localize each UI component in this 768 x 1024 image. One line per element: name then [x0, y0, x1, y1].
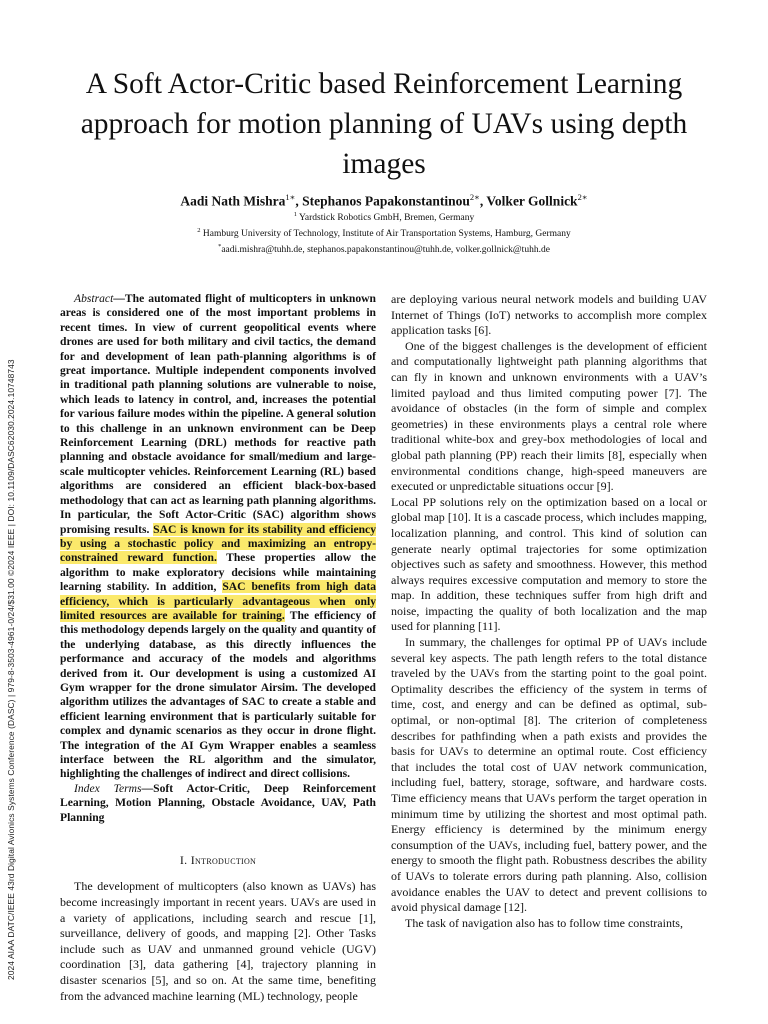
abstract-highlight: SAC is known for its stability and efficiency by using a stochastic policy and maximizing an entropy-constrained reward function.: [60, 522, 376, 565]
affiliation-sup: 2: [197, 227, 201, 234]
abstract-text: The automated flight of multicopters in unknown areas is considered one of the most important problems in recent times. In view of current geopolitical events where drones are used for both military and civil tactics, the demand for and development of lean path-planning algorithms is of great importance. Multiple independent components involved in traditional path planning solutions are vulnerable to noise, which leads to latency in control, and, increases the potential for various failure modes within the pipeline. A general solution to this challenge in an unknown environment can be Deep Reinforcement Learning (DRL) methods for reactive path planning and obstacle avoidance for small/medium and large-scale multicopter vehicles. Reinforcement Learning (RL) based algorithms are considered an efficient black-box-based methodology that can act as learning path planning algorithms. In particular, the Soft Actor-Critic (SAC) algorithm shows promising results.: [60, 292, 376, 536]
abstract-text: The efficiency of this methodology depends largely on the quality and quantity of the underlying database, as this directly influences the performance and accuracy of the models and algorithms derived from it. Our development is using a customized AI Gym wrapper for the drone simulator Airsim. The developed algorithm utilizes the advantages of SAC to create a stable and efficient learning environment that is particularly suitable for complex and dynamic scenarios as they occur in drone flight. The integration of the AI Gym Wrapper enables a seamless interface between the RL algorithm and the simulator, highlighting the challenges of indirect and direct collisions.: [60, 608, 376, 781]
left-column: [60, 292, 376, 1004]
affiliation-2: [40, 227, 728, 239]
affiliation-emails: [40, 243, 728, 255]
author-name: Volker Gollnick: [486, 193, 578, 209]
author-name: Stephanos Papakonstantinou: [302, 193, 470, 209]
body-paragraph: One of the biggest challenges is the development of efficient and computationally lightweight path planning algorithms that can fly in known and unknown environments with a UAV’s limited payload and thus limited computing power [7]. The avoidance of obstacles (in the form of simple and complex geometries) in these environments plays a central role where traditional white-box and grey-box methodologies of local and global path planning (PP) reach their limits [8], especially when environmental conditions change, high-speed maneuvers are executed or unpredictable situations occur [9].: [391, 338, 707, 494]
author-sup: 1∗: [285, 192, 296, 202]
index-terms: [60, 782, 376, 825]
abstract-highlight: SAC benefits from high data efficiency, which is particularly advantageous when only limited resources are available for training.: [60, 580, 376, 622]
affiliation-sup: *: [218, 243, 222, 250]
author-sep: ,: [479, 193, 487, 209]
author-sep: ,: [295, 193, 303, 209]
doi-sidebar: [6, 275, 20, 980]
index-terms-text: Soft Actor-Critic, Deep Reinforcement Learning, Motion Planning, Obstacle Avoidance, UAV, Path Planning: [60, 781, 376, 824]
abstract-label: Abstract: [74, 292, 114, 305]
body-paragraph: Local PP solutions rely on the optimization based on a local or global map [10]. It is a cascade process, which includes mapping, localization planning, and control. This kind of solution can generate nearly optimal trajectories for some optimization objectives such as safety and smoothness. However, this method always requires excessive computation and memory to store the map. In addition, these techniques suffer from high drift and noise, impacting the quality of both localization and the map used for planning [11].: [391, 494, 707, 634]
affiliation-1: [40, 211, 728, 223]
section-heading: [60, 853, 376, 867]
affiliation-sup: 1: [293, 211, 297, 218]
intro-paragraph: The development of multicopters (also known as UAVs) has become increasingly important in recent years. UAVs are used in a variety of applications, including search and rescue [1], surveillance, delivery of goods, and mapping [2]. Other Tasks include such as UAV and unmanned ground vehicle (UGV) coordination [3], data gathering [4], trajectory planning in disaster scenarios [5], and so on. At the same time, benefiting from the advanced machine learning (ML) technology, people: [60, 879, 376, 1003]
abstract-text: These properties allow the algorithm to make exploratory decisions while maintaining learning stability. In addition,: [60, 551, 376, 594]
author-name: Aadi Nath Mishra: [180, 193, 286, 209]
abstract-dash: —: [113, 292, 125, 305]
affiliation-text: Yardstick Robotics GmbH, Bremen, Germany: [296, 213, 475, 224]
author-sup: 2∗: [469, 192, 480, 202]
right-column: [391, 292, 707, 931]
paper-title: A Soft Actor-Critic based Reinforcement Learning approach for motion planning of UAVs using depth images: [80, 68, 688, 180]
author-sup: 2∗: [577, 192, 588, 202]
index-terms-dash: —: [141, 781, 154, 795]
author-list: [40, 192, 728, 210]
body-paragraph: In summary, the challenges for optimal PP of UAVs include several key aspects. The path length refers to the total distance traveled by the UAVs from the starting point to the goal point. Optimality describes the efficiency of the system in terms of time, cost, and energy and can be defined as optimal, sub-optimal, or non-optimal [8]. The criterion of completeness describes for pathfinding when a path exists and provides the basis for UAVs to determine an optimal route. Cost efficiency that includes the total cost of UAV network communication, including fuel, battery, storage, software, and hardware costs. Time efficiency means that UAVs perform the target operation in minimum time by utilizing the shortest and most optimal path. Energy efficiency is determined by the minimum energy consumption of the UAVs, including fuel, battery power, and the energy to smooth the flight path. Robustness describes the ability of UAVs to tolerate errors during path planning. Also, collision avoidance enables the UAV to detect and prevent collisions to avoid physical damage [12].: [391, 635, 707, 915]
body-paragraph: are deploying various neural network models and building UAV Internet of Things (IoT) networks to accomplish more complex application tasks [6].: [391, 292, 707, 338]
body-paragraph: The task of navigation also has to follow time constraints,: [405, 915, 683, 930]
section-title: Introduction: [190, 853, 257, 868]
doi-sidebar-text: 2024 AIAA DATC/IEEE 43rd Digital Avionics Systems Conference (DASC) | 979-8-3503-4961-0/24/$31.00 ©2024 IEEE | DOI: 10.1109/DASC62030.2024.10748743: [6, 359, 16, 980]
affiliation-text: aadi.mishra@tuhh.de, stephanos.papakonstantinou@tuhh.de, volker.gollnick@tuhh.de: [221, 245, 550, 256]
section-number: I.: [179, 853, 188, 868]
abstract: [60, 292, 376, 782]
affiliation-text: Hamburg University of Technology, Institute of Air Transportation Systems, Hamburg, Germany: [200, 229, 571, 240]
index-terms-label: Index Terms: [74, 781, 142, 795]
